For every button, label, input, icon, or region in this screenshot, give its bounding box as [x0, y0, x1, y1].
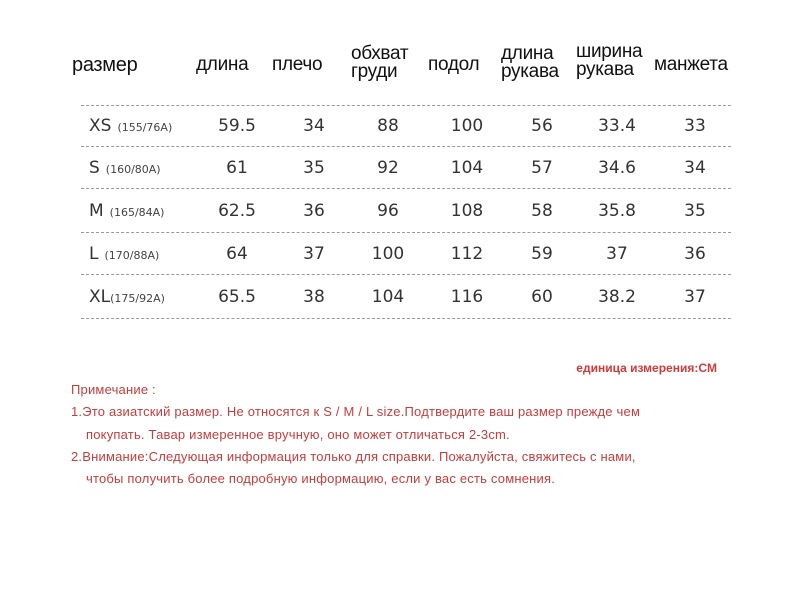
header-sleeve-width: [576, 43, 642, 79]
table-row: [0, 195, 790, 235]
size-code: XS: [89, 116, 112, 136]
header-length: длина: [196, 54, 249, 75]
size-code: S: [89, 158, 100, 178]
size-measure: (160/80A): [105, 163, 161, 176]
cell-hem: 108: [450, 201, 484, 221]
cell-chest: 104: [371, 287, 405, 307]
cell-sleeve-width: 38.2: [598, 287, 636, 307]
note-line-1: 1.Это азиатский размер. Не относятся к S / M / L size.Подтвердите ваш размер прежде чем: [71, 404, 641, 419]
cell-shoulder: 36: [303, 201, 325, 221]
size-label: [89, 158, 161, 178]
cell-length: 61: [226, 158, 248, 178]
table-row: [0, 238, 790, 278]
cell-chest: 88: [377, 116, 399, 136]
size-label: [89, 201, 164, 221]
cell-hem: 112: [450, 244, 484, 264]
cell-cuff: 36: [684, 244, 706, 264]
header-chest-line2: груди: [351, 61, 398, 82]
size-measure: (175/92A): [110, 292, 165, 305]
cell-hem: 116: [450, 287, 484, 307]
cell-shoulder: 38: [303, 287, 325, 307]
note-line-4: чтобы получить более подробную информацию, если у вас есть сомнения.: [86, 471, 556, 486]
cell-hem: 100: [450, 116, 484, 136]
cell-sleeve-width: 37: [606, 244, 628, 264]
size-label: [89, 287, 165, 307]
cell-sleeve-length: 56: [531, 116, 553, 136]
header-sleeve-length-line1: длина: [501, 43, 554, 64]
table-row: [0, 281, 790, 321]
unit-label: единица измерения:CM: [576, 361, 717, 375]
cell-sleeve-width: 33.4: [598, 116, 636, 136]
note-line-3: 2.Внимание:Следующая информация только для справки. Пожалуйста, свяжитесь с нами,: [71, 449, 636, 464]
header-sleeve-width-line2: рукава: [576, 59, 634, 80]
cell-sleeve-width: 35.8: [598, 201, 636, 221]
header-sleeve-width-line1: ширина: [576, 41, 643, 62]
cell-sleeve-width: 34.6: [598, 158, 636, 178]
cell-shoulder: 34: [303, 116, 325, 136]
cell-cuff: 37: [684, 287, 706, 307]
separator: [81, 105, 731, 106]
header-hem: подол: [428, 54, 480, 75]
size-measure: (165/84A): [109, 206, 165, 219]
cell-hem: 104: [450, 158, 484, 178]
header-cuff: манжета: [654, 54, 728, 75]
cell-length: 59.5: [218, 116, 256, 136]
cell-cuff: 35: [684, 201, 706, 221]
header-sleeve-length: [501, 45, 559, 81]
note-title: Примечание :: [71, 382, 156, 397]
cell-cuff: 33: [684, 116, 706, 136]
header-shoulder: плечо: [272, 54, 323, 75]
table-row: [0, 110, 790, 150]
cell-sleeve-length: 57: [531, 158, 553, 178]
cell-shoulder: 37: [303, 244, 325, 264]
cell-chest: 100: [371, 244, 405, 264]
cell-chest: 96: [377, 201, 399, 221]
table-row: [0, 152, 790, 192]
cell-cuff: 34: [684, 158, 706, 178]
header-sleeve-length-line2: рукава: [501, 61, 559, 82]
header-chest-line1: обхват: [351, 43, 409, 64]
cell-shoulder: 35: [303, 158, 325, 178]
size-label: [89, 116, 172, 136]
cell-length: 65.5: [218, 287, 256, 307]
cell-sleeve-length: 59: [531, 244, 553, 264]
cell-sleeve-length: 60: [531, 287, 553, 307]
size-measure: (155/76A): [117, 121, 173, 134]
size-label: [89, 244, 159, 264]
size-code: XL: [89, 287, 111, 307]
size-code: M: [89, 201, 104, 221]
header-chest: [351, 45, 408, 81]
cell-length: 64: [226, 244, 248, 264]
size-code: L: [89, 244, 99, 264]
header-size: размер: [72, 54, 138, 76]
cell-length: 62.5: [218, 201, 256, 221]
cell-chest: 92: [377, 158, 399, 178]
note-line-2: покупать. Тавар измеренное вручную, оно может отличаться 2-3cm.: [86, 427, 510, 442]
cell-sleeve-length: 58: [531, 201, 553, 221]
size-measure: (170/88A): [104, 249, 160, 262]
